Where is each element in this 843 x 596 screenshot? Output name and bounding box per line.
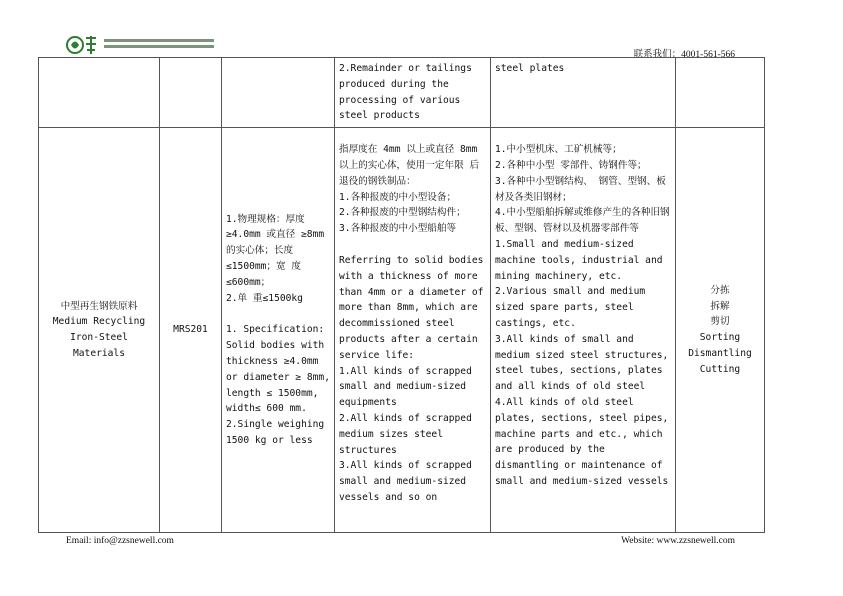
material-code-cell: MRS201	[160, 128, 222, 533]
contact-phone: 联系我们：4001-561-566	[633, 50, 735, 60]
material-name-cell: 中型再生钢铁原料 Medium Recycling Iron-Steel Materials	[39, 128, 160, 533]
footer-website[interactable]: Website: www.zzsnewell.com	[621, 536, 735, 546]
cell-empty	[160, 58, 222, 128]
cell-empty	[676, 58, 765, 128]
specification-cell: 1.物理规格：厚度≥4.0mm 或直径 ≥8mm 的实心体；长度≤1500mm；宽 度≤600mm； 2.单 重≤1500kg 1. Specification: Solid bodies with thickness ≥4.0mm or diameter ≥ 8mm, length ≤ 1500mm, width≤ 600 mm. 2.Single weighing 1500 kg or less	[222, 128, 335, 533]
material-spec-table	[38, 57, 765, 533]
logo-wordmark	[104, 39, 214, 51]
footer-email[interactable]: Email: info@zzsnewell.com	[66, 536, 174, 546]
processing-cell: 分拣 拆解 剪切 Sorting Dismantling Cutting	[676, 128, 765, 533]
logo-icon	[66, 34, 100, 56]
description-cell: 2.Remainder or tailings produced during the processing of various steel products	[335, 58, 491, 128]
table-row	[39, 58, 765, 128]
cell-empty	[222, 58, 335, 128]
company-logo	[66, 34, 216, 58]
table-row	[39, 128, 765, 533]
cell-empty	[39, 58, 160, 128]
examples-cell: 1.中小型机床、工矿机械等； 2.各种中小型 零部件、铸钢件等； 3.各种中小型钢结构、 钢管、型钢、板材及各类旧钢材； 4.中小型船舶拆解或维修产生的各种旧钢板、型钢、管材以及机器零部件等 1.Small and medium-sized machine tools, industrial and mining machinery, etc. 2.Various small and medium sized spare parts, steel castings, etc. 3.All kinds of small and medium sized steel structures, steel tubes, sections, plates and all kinds of old steel 4.All kinds of old steel plates, sections, steel pipes, machine parts and etc., which are produced by the dismantling or maintenance of small and medium-sized vessels	[491, 128, 676, 533]
examples-cell: steel plates	[491, 58, 676, 128]
description-cell: 指厚度在 4mm 以上或直径 8mm 以上的实心体，使用一定年限 后退役的钢铁制品： 1.各种报废的中小型设备； 2.各种报废的中型钢结构件； 3.各种报废的中小型船舶等 Referring to solid bodies with a thickness of more than 4mm or a diameter of more than 8mm, which are decommissioned steel products after a certain service life: 1.All kinds of scrapped small and medium-sized equipments 2.All kinds of scrapped medium sizes steel structures 3.All kinds of scrapped small and medium-sized vessels and so on	[335, 128, 491, 533]
